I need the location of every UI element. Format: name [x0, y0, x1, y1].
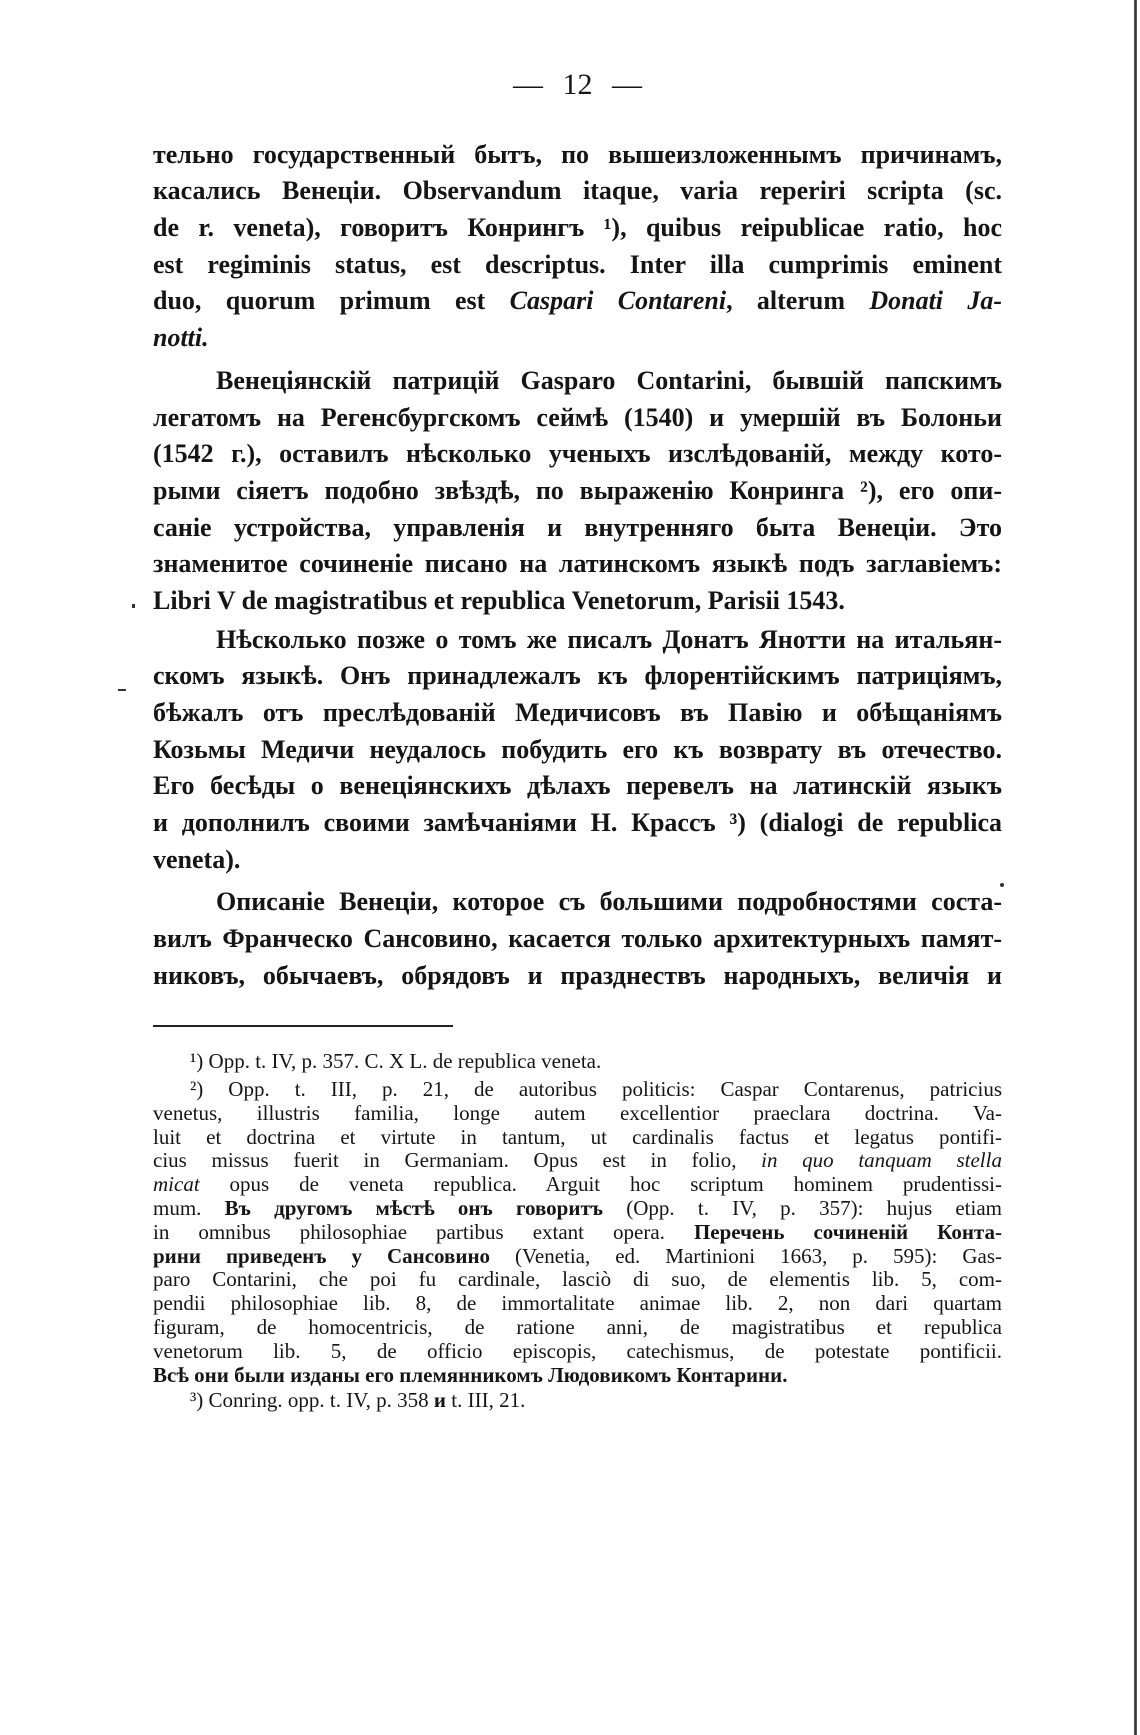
footnote-3: [153, 1389, 1002, 1413]
page-number: — 12 —: [513, 68, 642, 101]
body-line: знаменитое сочиненіе писано на латинскомъ языкѣ подъ заглавіемъ:: [153, 549, 1002, 579]
body-line: саніе устройства, управленія и внутренняго быта Венеціи. Это: [153, 512, 1002, 542]
footnote-line: figuram, de homocentricis, de ratione anni, de magistratibus et republica: [153, 1316, 1002, 1340]
footnote-line: Всѣ они были изданы его племянникомъ Людовикомъ Контарини.: [153, 1363, 788, 1387]
body-text: [153, 137, 1002, 995]
text-run: ³) Conring. opp. t. IV, p. 358: [190, 1388, 434, 1412]
scan-speck: [1000, 883, 1004, 887]
paragraph: [153, 363, 1002, 620]
text-run: , alterum: [726, 286, 870, 316]
footnote-2: [153, 1078, 1002, 1387]
italic-run: micat: [153, 1173, 200, 1197]
text-run: mum.: [153, 1197, 225, 1221]
body-line: notti.: [153, 323, 209, 353]
body-line: (1542 г.), оставилъ нѣсколько ученыхъ изслѣдованій, между кото-: [153, 439, 1002, 469]
bold-run: рини приведенъ у Сансовино: [153, 1244, 491, 1268]
footnote-line: venetorum lib. 5, de officio episcopis, catechismus, de potestate pontificii.: [153, 1339, 1002, 1363]
footnote-line: [153, 1389, 1002, 1413]
body-line: [153, 283, 1002, 320]
footnote-line: ²) Opp. t. III, p. 21, de autoribus politicis: Caspar Contarenus, patricius: [190, 1078, 1002, 1102]
body-line: Libri V de magistratibus et republica Venetorum, Parisii 1543.: [153, 585, 845, 615]
footnote-line: paro Contarini, che poi fu cardinale, lasciò di suo, de elementis lib. 5, com-: [153, 1268, 1002, 1292]
body-line: легатомъ на Регенсбургскомъ сеймѣ (1540) и умершій въ Болоньи: [153, 402, 1002, 432]
italic-run: Donati Ja-: [869, 286, 1002, 316]
body-line: Козьмы Медичи неудалось побудить его къ возврату въ отечество.: [153, 734, 1002, 764]
body-line: Описаніе Венеціи, которое съ большими подробностями соста-: [216, 887, 1002, 917]
scan-edge-line: [1134, 0, 1137, 1735]
body-line: и дополнилъ своими замѣчаніями Н. Крассъ ³) (dialogi de republica: [153, 808, 1002, 838]
scan-speck: [132, 604, 135, 608]
body-line: касались Венеціи. Observandum itaque, varia reperiri scripta (sc.: [153, 176, 1002, 206]
footnote-line: venetus, illustris familia, longe autem excellentior praeclara doctrina. Va-: [153, 1101, 1002, 1125]
paragraph: [153, 884, 1002, 994]
bold-run: Въ другомъ мѣстѣ онъ говоритъ: [224, 1197, 604, 1221]
body-line: рыми сіяетъ подобно звѣздѣ, по выраженію Конринга ²), его опи-: [153, 475, 1002, 505]
body-line: est regiminis status, est descriptus. Inter illa cumprimis eminent: [153, 249, 1002, 279]
body-line: de r. veneta), говоритъ Конрингъ ¹), quibus reipublicae ratio, hoc: [153, 213, 1002, 243]
body-line: тельно государственный бытъ, по вышеизложеннымъ причинамъ,: [153, 139, 1002, 169]
bold-run: и: [433, 1388, 447, 1412]
text-run: cius missus fuerit in Germaniam. Opus est in folio,: [153, 1149, 762, 1173]
footnotes: [153, 1050, 1002, 1412]
scan-speck: [118, 689, 126, 691]
text-run: in omnibus philosophiae partibus extant opera.: [153, 1220, 694, 1244]
footnote-line: [153, 1173, 1002, 1197]
text-run: (Venetia, ed. Martinioni 1663, p. 595): Gas-: [490, 1244, 1002, 1268]
text-run: (Opp. t. IV, p. 357): hujus etiam: [603, 1197, 1002, 1221]
bold-run: Перечень сочиненій Конта-: [693, 1220, 1002, 1244]
body-line: Его бесѣды о венеціянскихъ дѣлахъ перевелъ на латинскій языкъ: [153, 771, 1002, 801]
footnote-line: [153, 1197, 1002, 1221]
italic-run: in quo tanquam stella: [761, 1149, 1002, 1173]
body-line: никовъ, обычаевъ, обрядовъ и празднествъ народныхъ, величія и: [153, 960, 1002, 990]
footnote-line: [153, 1245, 1002, 1269]
text-run: opus de veneta republica. Arguit hoc scriptum hominem prudentissi-: [199, 1173, 1002, 1197]
footnote-line: ¹) Opp. t. IV, p. 357. C. X L. de republica veneta.: [190, 1050, 602, 1074]
paragraph: [153, 137, 1002, 357]
footnote-line: pendii philosophiae lib. 8, de immortalitate animae lib. 2, non dari quartam: [153, 1292, 1002, 1316]
body-line: veneta).: [153, 844, 241, 874]
body-line: скомъ языкѣ. Онъ принадлежалъ къ флорентійскимъ патриціямъ,: [153, 661, 1002, 691]
paragraph: [153, 622, 1002, 879]
footnote-line: [153, 1221, 1002, 1245]
text-run: duo, quorum primum est: [153, 286, 510, 316]
footnote-separator-rule: [153, 1025, 453, 1027]
footnote-line: luit et doctrina et virtute in tantum, ut cardinalis factus et legatus pontifi-: [153, 1125, 1002, 1149]
italic-run: Caspari Contareni: [509, 286, 727, 316]
body-line: Венеціянскій патрицій Gasparo Contarini, бывшій папскимъ: [216, 365, 1002, 395]
footnote-1: [153, 1050, 1002, 1074]
body-line: бѣжалъ отъ преслѣдованій Медичисовъ въ Павію и обѣщаніямъ: [153, 698, 1002, 727]
text-run: t. III, 21.: [446, 1388, 526, 1412]
body-line: Нѣсколько позже о томъ же писалъ Донатъ Янотти на итальян-: [216, 624, 1002, 654]
footnote-line: [153, 1149, 1002, 1173]
body-line: вилъ Франческо Сансовино, касается только архитектурныхъ памят-: [153, 924, 1002, 954]
